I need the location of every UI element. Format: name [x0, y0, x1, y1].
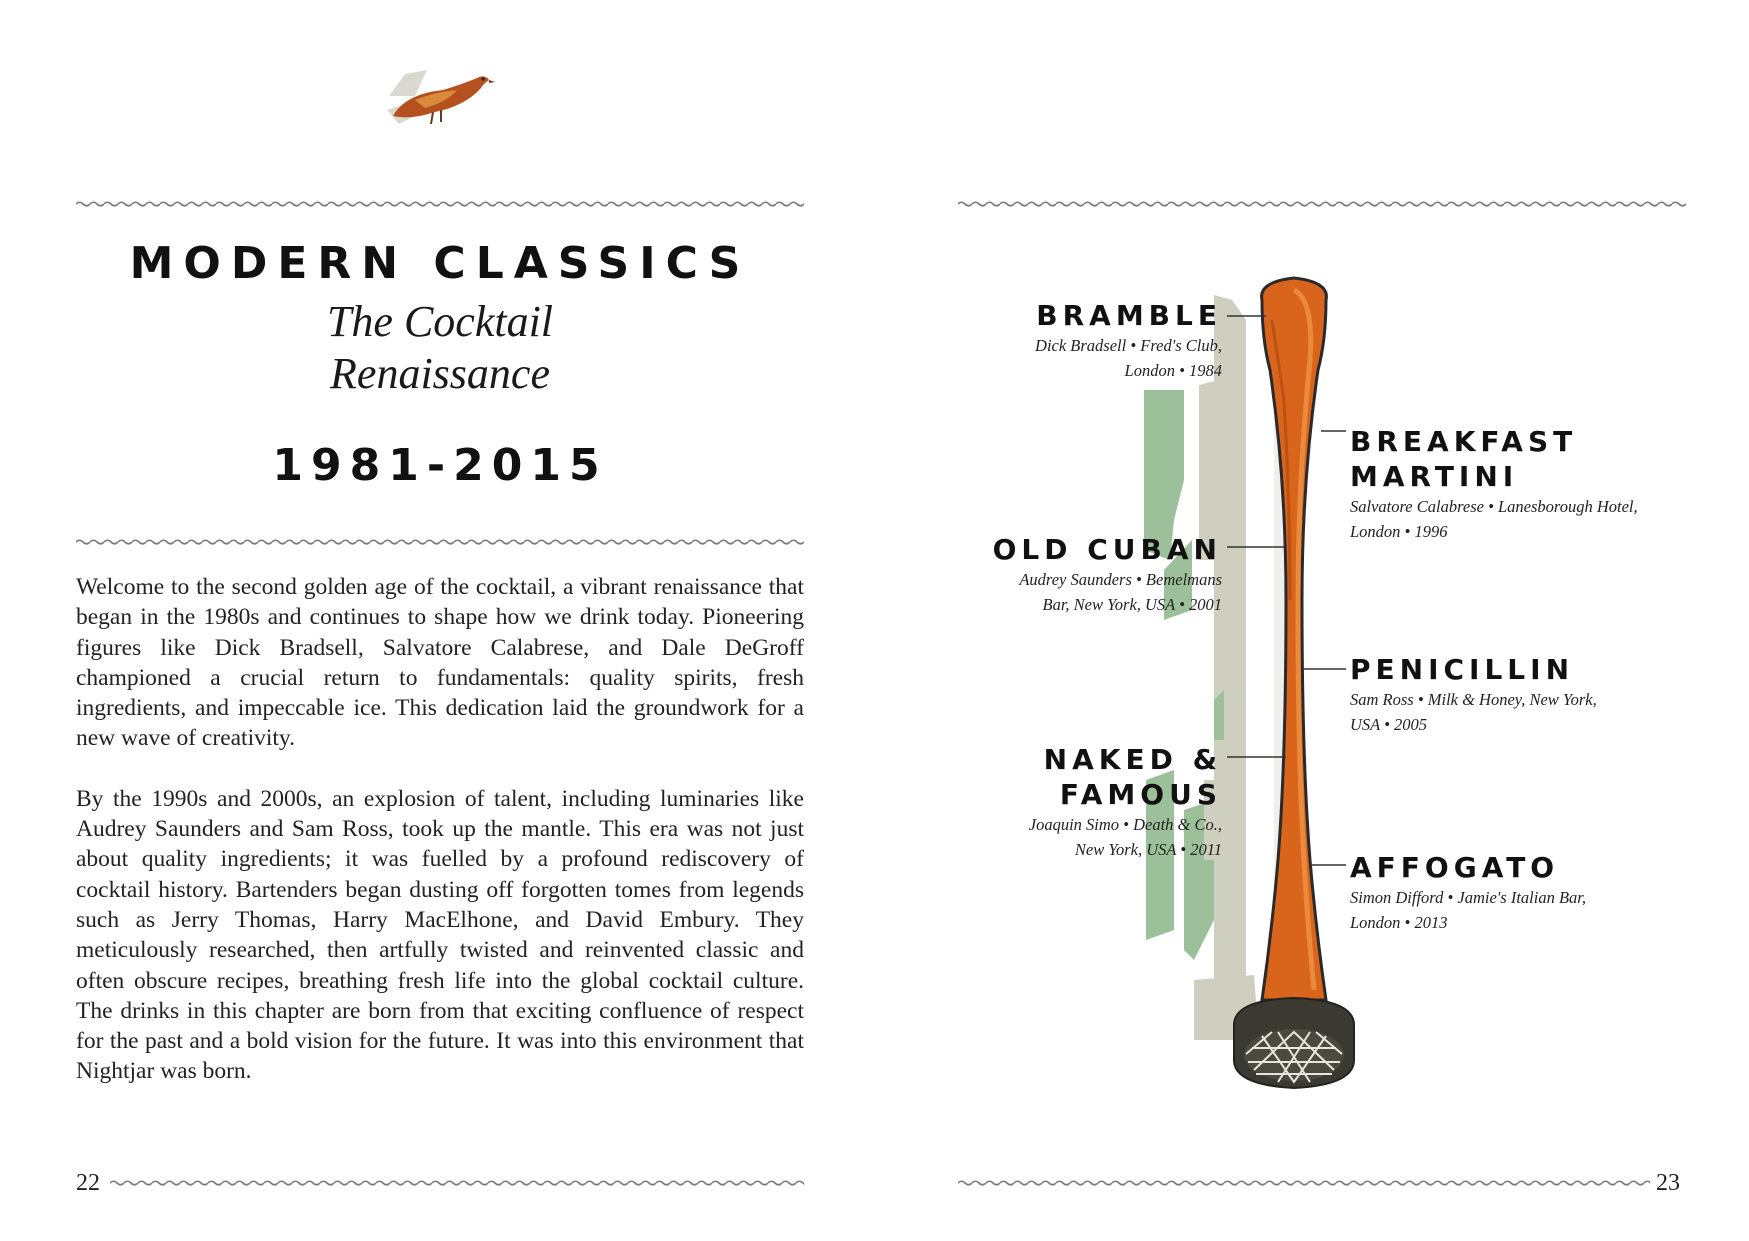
era-years: 1981-2015 — [272, 440, 608, 491]
cocktail-name: FAMOUS — [1059, 778, 1222, 811]
paragraph: By the 1990s and 2000s, an explosion of talent, including luminaries like Audrey Saunders and Sam Ross, took up the mantle. This era was not just about quality ingredients; it was fuelled by a profound rediscovery of cocktail history. Bartenders began dusting off forgotten tomes from legends such as Jerry Thomas, Harry MacElhone, and David Embury. They meticulously researched, then artfully twisted and reinvented classic and often obscure recipes, breathing fresh life into the global cocktail culture. The drinks in this chapter are born from that exciting confluence of respect for the past and a bold vision for the future. It was into this environment that Nightjar was born. — [76, 785, 804, 1085]
page-number: 22 — [76, 1170, 100, 1196]
top-divider — [76, 199, 804, 209]
cocktail-bramble — [902, 298, 1222, 383]
cocktail-credit: London • 1996 — [1350, 522, 1448, 541]
cocktail-name: BRAMBLE — [1036, 299, 1222, 332]
cocktail-name: NAKED & — [1043, 743, 1222, 776]
cocktail-credit: Simon Difford • Jamie's Italian Bar, — [1350, 888, 1587, 907]
cocktail-name: BREAKFAST — [1350, 425, 1578, 458]
cocktail-credit: Audrey Saunders • Bemelmans — [1019, 570, 1222, 589]
cocktail-credit: Bar, New York, USA • 2001 — [1042, 595, 1222, 614]
muddler-illustration — [874, 0, 1749, 1241]
nightjar-bird-icon — [385, 66, 495, 130]
cocktail-credit: New York, USA • 2011 — [1074, 840, 1222, 859]
page-subtitle — [70, 296, 810, 400]
cocktail-penicillin — [1350, 652, 1710, 737]
subtitle-line: The Cocktail — [326, 297, 554, 346]
bottom-divider — [958, 1178, 1650, 1188]
cocktail-credit: Dick Bradsell • Fred's Club, — [1035, 336, 1222, 355]
bottom-divider — [110, 1178, 804, 1188]
intro-text — [76, 572, 804, 1117]
cocktail-credit: USA • 2005 — [1350, 715, 1427, 734]
cocktail-affogato — [1350, 850, 1710, 935]
cocktail-credit: London • 2013 — [1350, 913, 1448, 932]
cocktail-naked-and-famous — [902, 742, 1222, 862]
cocktail-credit: Salvatore Calabrese • Lanesborough Hotel, — [1350, 497, 1638, 516]
middle-divider — [76, 537, 804, 547]
page-number: 23 — [1656, 1170, 1680, 1196]
cocktail-credit: Joaquin Simo • Death & Co., — [1028, 815, 1222, 834]
page-title: MODERN CLASSICS — [129, 238, 751, 289]
paragraph: Welcome to the second golden age of the cocktail, a vibrant renaissance that began in the 1980s and continues to shape how we drink today. Pioneering figures like Dick Bradsell, Salvatore Calabrese, and Dale DeGroff championed a crucial return to fundamentals: quality spirits, fresh ingredients, and impeccable ice. This dedication laid the groundwork for a new wave of creativity. — [76, 574, 804, 752]
cocktail-credit: London • 1984 — [1124, 361, 1222, 380]
cocktail-breakfast-martini — [1350, 424, 1710, 544]
cocktail-name: AFFOGATO — [1350, 851, 1560, 884]
right-page — [874, 0, 1749, 1241]
subtitle-line: Renaissance — [330, 349, 550, 398]
cocktail-old-cuban — [902, 532, 1222, 617]
cocktail-credit: Sam Ross • Milk & Honey, New York, — [1350, 690, 1597, 709]
cocktail-name: MARTINI — [1350, 460, 1519, 493]
cocktail-name: OLD CUBAN — [992, 533, 1222, 566]
left-page — [0, 0, 874, 1241]
cocktail-name: PENICILLIN — [1350, 653, 1575, 686]
